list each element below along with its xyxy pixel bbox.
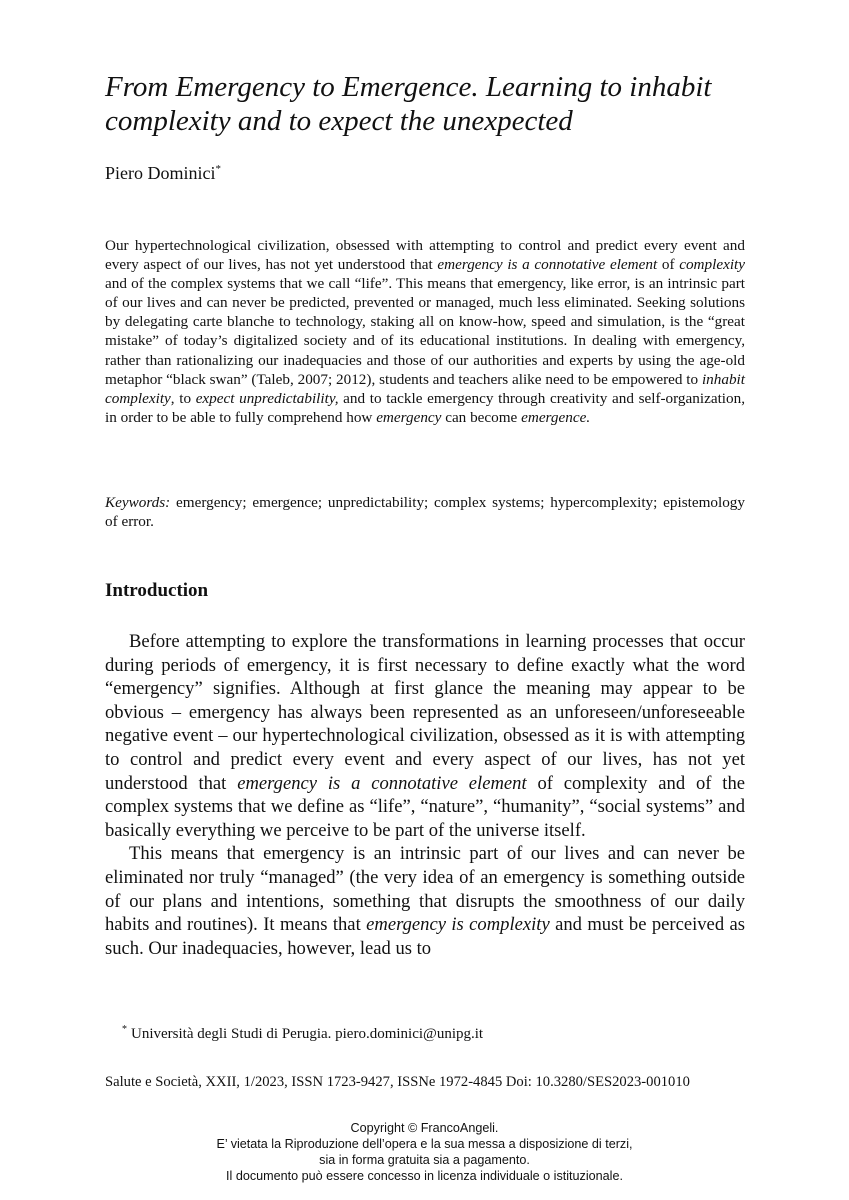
emphasis-text: emergency: [376, 408, 442, 426]
copyright-line: E’ vietata la Riproduzione dell’opera e la sua messa a disposizione di terzi,: [216, 1137, 633, 1151]
text-run: , to: [170, 389, 196, 407]
journal-citation: Salute e Società, XXII, 1/2023, ISSN 1723-9427, ISSNe 1972-4845 Doi: 10.3280/SES2023-001010: [105, 1074, 690, 1090]
author-line: [105, 163, 221, 184]
abstract: [105, 236, 745, 427]
text-run: of: [657, 256, 680, 274]
keywords-list: emergency; emergence; unpredictability; complex systems; hypercomplexity; epistemology of error.: [105, 494, 745, 531]
copyright-line: Il documento può essere concesso in licenza individuale o istituzionale.: [226, 1169, 623, 1183]
footnote-marker: *: [122, 1024, 127, 1035]
copyright-line: Copyright © FrancoAngeli.: [350, 1121, 499, 1135]
author-name: Piero Dominici: [105, 163, 216, 183]
emphasis-text: complexity: [679, 256, 745, 274]
text-run: Our hypertechnological civilization, obsessed with attempting to control and predict every event and every aspect of our lives, has not yet understood that: [105, 237, 745, 274]
keywords: [105, 493, 745, 531]
emphasis-text: emergence.: [521, 408, 591, 426]
text-run: and to tackle emergency through creativity and self-organization, in order to be able to fully comprehend how: [105, 389, 745, 426]
emphasis-text: emergency is a connotative element: [437, 256, 658, 274]
copyright-notice: [0, 1120, 849, 1184]
author-footnote: [122, 1024, 483, 1043]
text-run: This means that emergency is an intrinsic part of our lives and can never be eliminated nor truly “managed” (the very idea of an emergency is something outside of our plans and intentions, something that disrupts the smoothness of our daily habits and routines). It means that: [105, 843, 745, 936]
text-run: Before attempting to explore the transformations in learning processes that occur during periods of emergency, it is first necessary to define exactly what the word “emergency” signifies. Although at first glance the meaning may appear to be obvious – emergency has always been represented as an unforeseen/unforeseeable negative event – our hypertechnological civilization, obsessed as it is with attempting to control and predict every event and every aspect of our lives, has not yet understood that: [105, 631, 745, 794]
article-title: From Emergency to Emergence. Learning to inhabit complexity and to expect the unexpected: [105, 71, 712, 137]
text-run: of complexity and of the complex systems that we define as “life”, “nature”, “humanity”, “social systems” and basically everything we perceive to be part of the universe itself.: [105, 772, 745, 841]
emphasis-text: expect unpredictability,: [195, 389, 339, 407]
footnote-text: Università degli Studi di Perugia. piero.dominici@unipg.it: [131, 1026, 484, 1042]
keywords-label: Keywords:: [105, 494, 171, 511]
text-run: and must be perceived as such. Our inadequacies, however, lead us to: [105, 914, 745, 959]
author-footnote-marker: *: [215, 163, 221, 175]
emphasis-text: inhabit complexity: [105, 370, 745, 407]
introduction-body: [105, 630, 745, 960]
emphasis-text: emergency is complexity: [366, 914, 550, 936]
body-paragraph: [105, 842, 745, 960]
section-heading-introduction: Introduction: [105, 580, 209, 601]
copyright-line: sia in forma gratuita sia a pagamento.: [319, 1153, 530, 1167]
body-paragraph: [105, 630, 745, 842]
text-run: and of the complex systems that we call “life”. This means that emergency, like error, is an intrinsic part of our lives and can never be predicted, prevented or managed, much less eliminated. Seeking solutions by delegating carte blanche to technology, staking all on know-how, speed and simulation, is the “great mistake” of today’s digitalized society and of its educational institutions. In dealing with emergency, rather than rationalizing our inadequacies and those of our authorities and experts by using the age-old metaphor “black swan” (Taleb, 2007; 2012), students and teachers alike need to be empowered to: [105, 275, 745, 388]
text-run: can become: [441, 408, 522, 426]
emphasis-text: emergency is a connotative element: [237, 772, 527, 794]
